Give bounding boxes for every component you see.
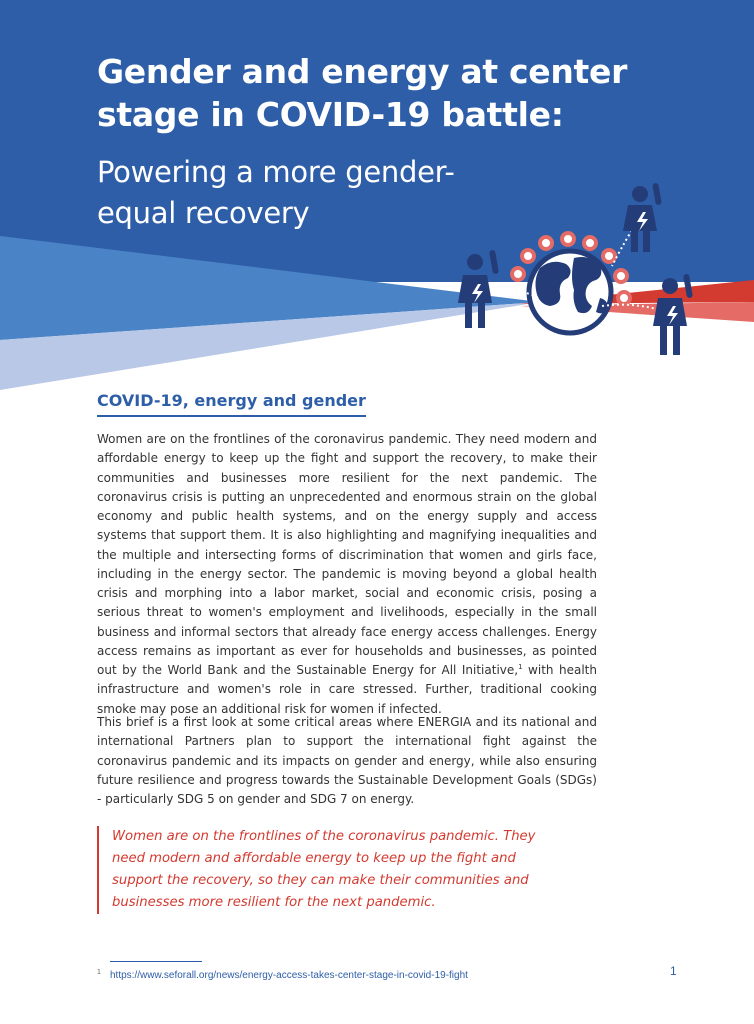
globe-icon bbox=[529, 251, 611, 333]
woman-left-icon bbox=[458, 250, 499, 328]
footnote-marker: 1 bbox=[97, 969, 101, 976]
footnote-link[interactable]: https://www.seforall.org/news/energy-access-takes-center-stage-in-covid-19-fight bbox=[110, 970, 468, 981]
paragraph-1-text: Women are on the frontlines of the coronavirus pandemic. They need modern and affordable energy to keep up the fight and support the recovery, to make their communities and businesses more resilient for the next pandemic. The coronavirus crisis is putting an unprecedented and enormous strain on the global economy and public health systems, and on the energy supply and access systems that support them. It is also highlighting and magnifying inequalities and the multiple and intersecting forms of discrimination that women and girls face, including in the energy sector. The pandemic is moving beyond a global health crisis and morphing into a labor market, social and economic crisis, posing a serious threat to women's employment and livelihoods, especially in the small business and informal sectors that already face energy access challenges. Energy access remains as important as ever for households and businesses, as pointed out by the World Bank and the Sustainable Energy for All Initiative, bbox=[97, 432, 597, 677]
woman-right-icon bbox=[653, 274, 693, 355]
footnote-divider bbox=[110, 961, 202, 962]
body-paragraph-2: This brief is a first look at some critical areas where ENERGIA and its national and international Partners plan to support the international fight against the coronavirus pandemic and its impacts on gender and energy, while also ensuring future resilience and progress towards the Sustainable Development Goals (SDGs) - particularly SDG 5 on gender and SDG 7 on energy. bbox=[97, 715, 597, 806]
page-title: Gender and energy at center stage in COVID-19 battle: bbox=[97, 52, 628, 134]
page-number: 1 bbox=[670, 964, 677, 978]
pull-quote: Women are on the frontlines of the coronavirus pandemic. They need modern and affordable energy to keep up the fight and support the recovery, so they can make their communities and businesses more resilient for the next pandemic. bbox=[97, 826, 570, 914]
header-banner bbox=[0, 0, 754, 400]
woman-top-icon bbox=[623, 183, 662, 252]
footnote-reference[interactable]: 1 bbox=[518, 663, 523, 671]
page-subtitle: Powering a more gender-equal recovery bbox=[97, 155, 455, 230]
body-paragraph-1 bbox=[97, 430, 597, 719]
section-heading: COVID-19, energy and gender bbox=[97, 390, 366, 417]
paragraph-1-text-end: with health infrastructure and women's role in care stressed. Further, traditional cooking smoke may pose an additional risk for women if infected. bbox=[97, 663, 597, 716]
